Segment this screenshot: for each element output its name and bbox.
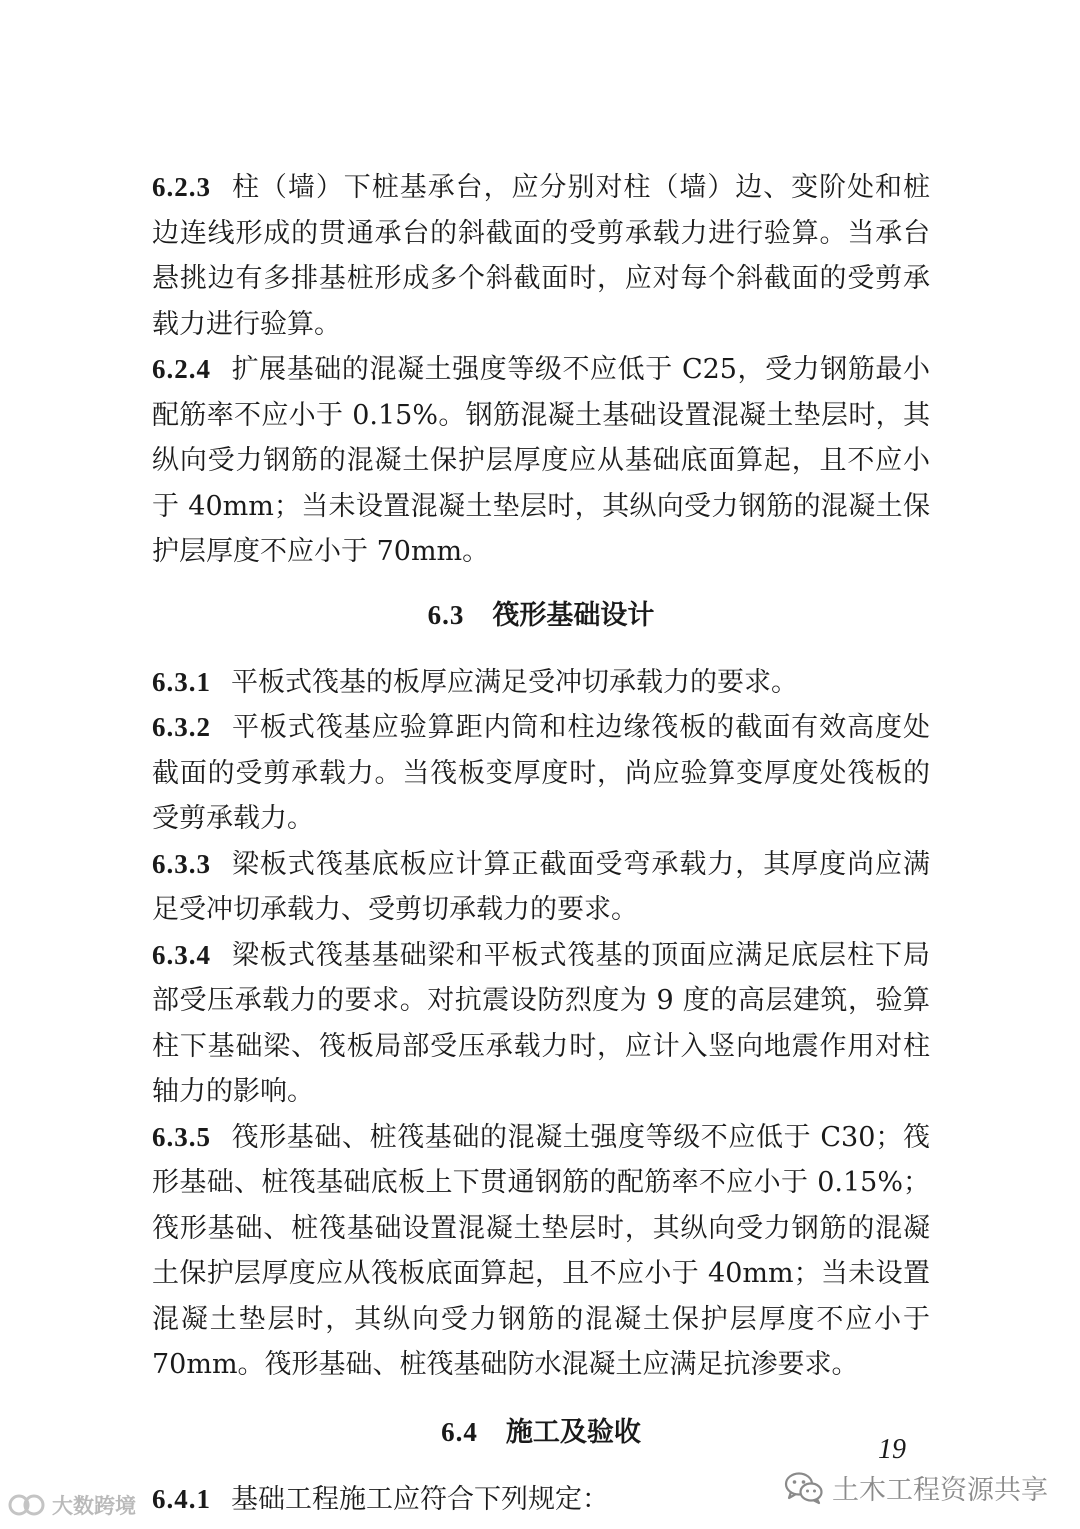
clause-number: 6.3.5 [152,1121,211,1152]
wechat-icon [784,1471,824,1505]
clause-number: 6.3.3 [152,848,211,879]
clause-6-3-4 [152,933,930,1115]
section-number: 6.3 [427,599,465,630]
page-number: 19 [878,1434,906,1465]
watermark-brand [8,1490,136,1520]
section-title-text: 施工及验收 [505,1416,641,1448]
watermark-brand-text: 大数跨境 [52,1494,136,1518]
clause-6-2-3 [152,165,930,347]
clause-number: 6.3.4 [152,939,211,970]
watermark-wechat-account [784,1468,1048,1507]
clause-number: 6.3.1 [152,666,211,697]
clause-text: 筏形基础、桩筏基础的混凝土强度等级不应低于 C30；筏形基础、桩筏基础底板上下贯通钢筋的配筋率不应小于 0.15%；筏形基础、桩筏基础设置混凝土垫层时，其纵向受力钢筋的混凝土保护层厚度应从筏板底面算起，且不应小于 40mm；当未设置混凝土垫层时，其纵向受力钢筋的混凝土保护层厚度不应小于 70mm。筏形基础、桩筏基础防水混凝土应满足抗渗要求。 [152,1121,930,1380]
clause-text: 柱（墙）下桩基承台，应分别对柱（墙）边、变阶处和桩边连线形成的贯通承台的斜截面的受剪承载力进行验算。当承台悬挑边有多排基桩形成多个斜截面时，应对每个斜截面的受剪承载力进行验算。 [152,172,930,340]
clause-number: 6.4.1 [152,1483,211,1514]
watermark-text: 土木工程资源共享 [832,1475,1048,1506]
clause-6-3-1 [152,660,930,706]
clause-number: 6.2.4 [152,354,211,384]
section-number: 6.4 [441,1416,478,1447]
clause-number: 6.2.3 [152,172,211,202]
clause-text: 扩展基础的混凝土强度等级不应低于 C25，受力钢筋最小配筋率不应小于 0.15%。钢筋混凝土基础设置混凝土垫层时，其纵向受力钢筋的混凝土保护层厚度应从基础底面算起，且不应小于 40mm；当未设置混凝土垫层时，其纵向受力钢筋的混凝土保护层厚度不应小于 70mm。 [152,354,930,567]
clause-6-2-4 [152,347,930,575]
clause-text: 梁板式筏基基础梁和平板式筏基的顶面应满足底层柱下局部受压承载力的要求。对抗震设防烈度为 9 度的高层建筑，验算柱下基础梁、筏板局部受压承载力时，应计入竖向地震作用对柱轴力的影响。 [152,939,930,1107]
clause-6-3-2 [152,705,930,842]
clause-6-3-5 [152,1115,930,1388]
section-title-text: 筏形基础设计 [492,599,655,631]
section-heading-6-3 [152,593,930,638]
clause-text: 平板式筏基的板厚应满足受冲切承载力的要求。 [231,666,798,698]
clause-number: 6.3.2 [152,712,211,742]
clause-text: 平板式筏基应验算距内筒和柱边缘筏板的截面有效高度处截面的受剪承载力。当筏板变厚度时，尚应验算变厚度处筏板的受剪承载力。 [152,712,930,834]
clause-text: 基础工程施工应符合下列规定： [231,1483,609,1515]
clause-text: 梁板式筏基底板应计算正截面受弯承载力，其厚度尚应满足受冲切承载力、受剪切承载力的要求。 [152,848,930,925]
section-heading-6-4 [152,1410,930,1455]
clause-6-3-3 [152,842,930,933]
brand-logo-icon [8,1492,48,1518]
document-body [152,165,930,1522]
